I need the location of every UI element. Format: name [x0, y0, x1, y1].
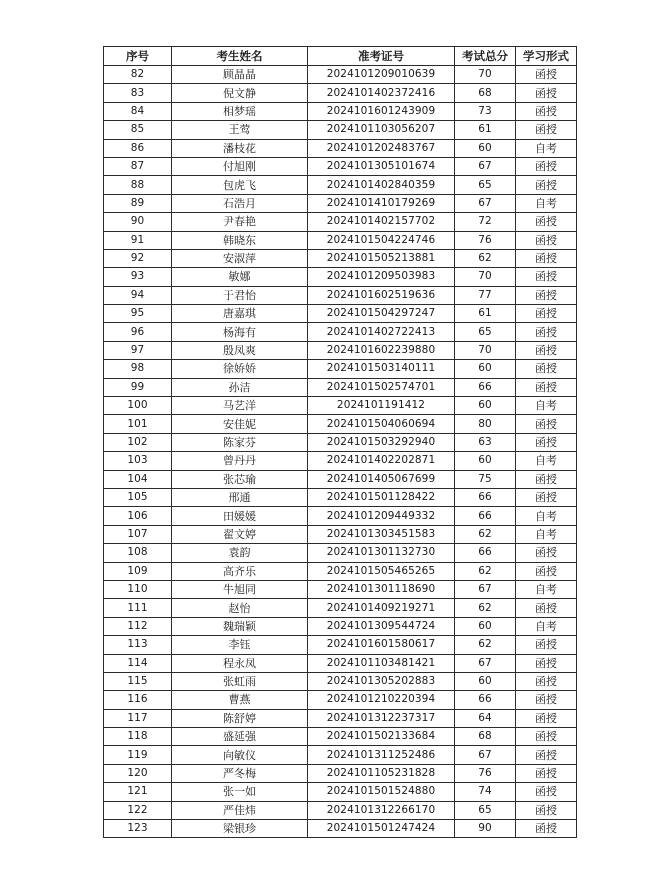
row-exam-id: 2024101602239880	[308, 341, 455, 359]
table-row	[104, 268, 577, 286]
row-total-score: 60	[455, 672, 516, 690]
row-study-mode: 函授	[516, 341, 577, 359]
row-exam-id: 2024101402202871	[308, 452, 455, 470]
row-name: 梁银珍	[172, 820, 308, 838]
table-row	[104, 194, 577, 212]
row-exam-id: 2024101309544724	[308, 617, 455, 635]
row-seq: 108	[104, 544, 172, 562]
row-study-mode: 函授	[516, 672, 577, 690]
row-name: 严佳炜	[172, 801, 308, 819]
header-seq: 序号	[104, 47, 172, 66]
row-exam-id: 2024101505213881	[308, 249, 455, 267]
row-study-mode: 函授	[516, 709, 577, 727]
row-total-score: 67	[455, 746, 516, 764]
row-study-mode: 函授	[516, 636, 577, 654]
row-study-mode: 函授	[516, 121, 577, 139]
row-seq: 104	[104, 470, 172, 488]
row-seq: 90	[104, 213, 172, 231]
table-row	[104, 728, 577, 746]
row-exam-id: 2024101210220394	[308, 691, 455, 709]
row-total-score: 60	[455, 452, 516, 470]
row-study-mode: 函授	[516, 764, 577, 782]
row-total-score: 60	[455, 360, 516, 378]
row-name: 安淑萍	[172, 249, 308, 267]
row-study-mode: 函授	[516, 176, 577, 194]
row-name: 安佳妮	[172, 415, 308, 433]
row-study-mode: 自考	[516, 580, 577, 598]
table-row	[104, 415, 577, 433]
row-seq: 95	[104, 305, 172, 323]
row-exam-id: 2024101312237317	[308, 709, 455, 727]
table-row	[104, 507, 577, 525]
table-row	[104, 801, 577, 819]
row-total-score: 67	[455, 157, 516, 175]
row-name: 杨海有	[172, 323, 308, 341]
row-total-score: 77	[455, 286, 516, 304]
row-exam-id: 2024101504060694	[308, 415, 455, 433]
row-name: 韩晓东	[172, 231, 308, 249]
row-exam-id: 2024101402722413	[308, 323, 455, 341]
row-total-score: 66	[455, 378, 516, 396]
row-exam-id: 2024101601243909	[308, 102, 455, 120]
row-exam-id: 2024101502133684	[308, 728, 455, 746]
row-total-score: 66	[455, 488, 516, 506]
row-total-score: 66	[455, 544, 516, 562]
row-name: 张虹雨	[172, 672, 308, 690]
row-total-score: 61	[455, 305, 516, 323]
row-exam-id: 2024101503140111	[308, 360, 455, 378]
row-seq: 122	[104, 801, 172, 819]
table-row	[104, 488, 577, 506]
row-total-score: 63	[455, 433, 516, 451]
row-study-mode: 函授	[516, 231, 577, 249]
table-row	[104, 783, 577, 801]
row-exam-id: 2024101502574701	[308, 378, 455, 396]
row-total-score: 67	[455, 580, 516, 598]
row-seq: 116	[104, 691, 172, 709]
row-seq: 87	[104, 157, 172, 175]
row-seq: 115	[104, 672, 172, 690]
header-total-score: 考试总分	[455, 47, 516, 66]
table-row	[104, 746, 577, 764]
row-seq: 114	[104, 654, 172, 672]
table-row	[104, 452, 577, 470]
row-study-mode: 函授	[516, 820, 577, 838]
row-name: 唐嘉琪	[172, 305, 308, 323]
table-row	[104, 397, 577, 415]
row-total-score: 74	[455, 783, 516, 801]
row-study-mode: 函授	[516, 801, 577, 819]
row-study-mode: 函授	[516, 286, 577, 304]
row-name: 徐娇娇	[172, 360, 308, 378]
table-row	[104, 562, 577, 580]
row-total-score: 62	[455, 249, 516, 267]
row-seq: 89	[104, 194, 172, 212]
table-row	[104, 544, 577, 562]
row-total-score: 72	[455, 213, 516, 231]
row-total-score: 62	[455, 636, 516, 654]
table-row	[104, 360, 577, 378]
table-row	[104, 764, 577, 782]
row-name: 殷凤爽	[172, 341, 308, 359]
table-row	[104, 102, 577, 120]
row-name: 马艺洋	[172, 397, 308, 415]
row-exam-id: 2024101402840359	[308, 176, 455, 194]
row-study-mode: 函授	[516, 249, 577, 267]
row-study-mode: 函授	[516, 728, 577, 746]
row-study-mode: 函授	[516, 84, 577, 102]
table-row	[104, 820, 577, 838]
row-name: 严冬梅	[172, 764, 308, 782]
row-name: 潘枝花	[172, 139, 308, 157]
row-name: 于君怡	[172, 286, 308, 304]
table-row	[104, 84, 577, 102]
row-study-mode: 函授	[516, 544, 577, 562]
row-seq: 105	[104, 488, 172, 506]
row-seq: 93	[104, 268, 172, 286]
table-row	[104, 323, 577, 341]
row-exam-id: 2024101301118690	[308, 580, 455, 598]
row-total-score: 70	[455, 268, 516, 286]
table-row	[104, 709, 577, 727]
row-name: 曹燕	[172, 691, 308, 709]
row-exam-id: 2024101305101674	[308, 157, 455, 175]
row-name: 张一如	[172, 783, 308, 801]
row-name: 赵怡	[172, 599, 308, 617]
row-exam-id: 2024101301132730	[308, 544, 455, 562]
row-seq: 113	[104, 636, 172, 654]
row-name: 盛延强	[172, 728, 308, 746]
row-exam-id: 2024101209449332	[308, 507, 455, 525]
row-exam-id: 2024101601580617	[308, 636, 455, 654]
row-name: 向敏仪	[172, 746, 308, 764]
table-row	[104, 654, 577, 672]
row-seq: 102	[104, 433, 172, 451]
row-exam-id: 2024101501524880	[308, 783, 455, 801]
row-name: 王莺	[172, 121, 308, 139]
row-exam-id: 2024101103056207	[308, 121, 455, 139]
row-name: 魏瑞颖	[172, 617, 308, 635]
row-seq: 111	[104, 599, 172, 617]
row-study-mode: 函授	[516, 323, 577, 341]
row-seq: 85	[104, 121, 172, 139]
row-seq: 84	[104, 102, 172, 120]
row-seq: 94	[104, 286, 172, 304]
row-seq: 119	[104, 746, 172, 764]
row-seq: 96	[104, 323, 172, 341]
row-seq: 82	[104, 66, 172, 84]
table-row	[104, 470, 577, 488]
row-exam-id: 2024101504297247	[308, 305, 455, 323]
row-seq: 100	[104, 397, 172, 415]
row-study-mode: 函授	[516, 562, 577, 580]
table-row	[104, 433, 577, 451]
row-study-mode: 函授	[516, 305, 577, 323]
table-row	[104, 249, 577, 267]
row-total-score: 65	[455, 801, 516, 819]
row-study-mode: 函授	[516, 415, 577, 433]
row-name: 袁韵	[172, 544, 308, 562]
table-row	[104, 672, 577, 690]
table-header-row	[104, 47, 577, 66]
row-study-mode: 自考	[516, 194, 577, 212]
table-row	[104, 231, 577, 249]
row-seq: 121	[104, 783, 172, 801]
row-study-mode: 函授	[516, 213, 577, 231]
table-row	[104, 636, 577, 654]
row-study-mode: 函授	[516, 783, 577, 801]
header-study-mode: 学习形式	[516, 47, 577, 66]
row-total-score: 73	[455, 102, 516, 120]
table-row	[104, 525, 577, 543]
row-total-score: 67	[455, 194, 516, 212]
header-name: 考生姓名	[172, 47, 308, 66]
row-total-score: 68	[455, 84, 516, 102]
table-row	[104, 213, 577, 231]
row-name: 田媛媛	[172, 507, 308, 525]
table-row	[104, 176, 577, 194]
header-exam-id: 准考证号	[308, 47, 455, 66]
row-study-mode: 函授	[516, 268, 577, 286]
row-study-mode: 自考	[516, 139, 577, 157]
table-row	[104, 691, 577, 709]
row-seq: 98	[104, 360, 172, 378]
row-study-mode: 函授	[516, 378, 577, 396]
row-name: 程永凤	[172, 654, 308, 672]
row-seq: 107	[104, 525, 172, 543]
row-name: 石浩月	[172, 194, 308, 212]
row-name: 高齐乐	[172, 562, 308, 580]
row-total-score: 76	[455, 764, 516, 782]
row-seq: 118	[104, 728, 172, 746]
row-name: 孙洁	[172, 378, 308, 396]
row-seq: 83	[104, 84, 172, 102]
row-exam-id: 2024101504224746	[308, 231, 455, 249]
row-total-score: 66	[455, 691, 516, 709]
row-name: 尹春艳	[172, 213, 308, 231]
table-row	[104, 580, 577, 598]
row-name: 相梦瑶	[172, 102, 308, 120]
row-exam-id: 2024101501247424	[308, 820, 455, 838]
row-study-mode: 函授	[516, 360, 577, 378]
row-name: 付旭刚	[172, 157, 308, 175]
row-name: 陈舒婷	[172, 709, 308, 727]
row-total-score: 65	[455, 323, 516, 341]
row-exam-id: 2024101402157702	[308, 213, 455, 231]
table-body	[104, 66, 577, 838]
row-total-score: 65	[455, 176, 516, 194]
row-study-mode: 函授	[516, 470, 577, 488]
row-exam-id: 2024101405067699	[308, 470, 455, 488]
row-total-score: 60	[455, 397, 516, 415]
row-exam-id: 2024101191412	[308, 397, 455, 415]
row-total-score: 80	[455, 415, 516, 433]
row-exam-id: 2024101303451583	[308, 525, 455, 543]
row-exam-id: 2024101501128422	[308, 488, 455, 506]
row-exam-id: 2024101105231828	[308, 764, 455, 782]
row-study-mode: 函授	[516, 654, 577, 672]
table-row	[104, 617, 577, 635]
row-seq: 109	[104, 562, 172, 580]
table-row	[104, 139, 577, 157]
row-total-score: 75	[455, 470, 516, 488]
row-study-mode: 函授	[516, 746, 577, 764]
row-study-mode: 函授	[516, 433, 577, 451]
row-name: 敏娜	[172, 268, 308, 286]
row-name: 张芯瑜	[172, 470, 308, 488]
row-seq: 117	[104, 709, 172, 727]
row-name: 顾晶晶	[172, 66, 308, 84]
row-exam-id: 2024101503292940	[308, 433, 455, 451]
row-exam-id: 2024101312266170	[308, 801, 455, 819]
row-total-score: 64	[455, 709, 516, 727]
row-seq: 91	[104, 231, 172, 249]
row-name: 倪文静	[172, 84, 308, 102]
row-name: 邢通	[172, 488, 308, 506]
row-total-score: 62	[455, 599, 516, 617]
row-seq: 101	[104, 415, 172, 433]
row-exam-id: 2024101402372416	[308, 84, 455, 102]
row-study-mode: 自考	[516, 617, 577, 635]
row-study-mode: 自考	[516, 507, 577, 525]
row-total-score: 60	[455, 139, 516, 157]
row-exam-id: 2024101410179269	[308, 194, 455, 212]
row-name: 翟文婷	[172, 525, 308, 543]
table-row	[104, 305, 577, 323]
row-total-score: 67	[455, 654, 516, 672]
row-seq: 86	[104, 139, 172, 157]
table-row	[104, 157, 577, 175]
row-total-score: 90	[455, 820, 516, 838]
row-seq: 97	[104, 341, 172, 359]
row-name: 曾丹丹	[172, 452, 308, 470]
row-exam-id: 2024101505465265	[308, 562, 455, 580]
row-exam-id: 2024101103481421	[308, 654, 455, 672]
row-seq: 103	[104, 452, 172, 470]
row-name: 李钰	[172, 636, 308, 654]
row-study-mode: 函授	[516, 102, 577, 120]
row-total-score: 61	[455, 121, 516, 139]
row-total-score: 62	[455, 562, 516, 580]
row-seq: 99	[104, 378, 172, 396]
row-study-mode: 函授	[516, 691, 577, 709]
row-study-mode: 函授	[516, 488, 577, 506]
row-seq: 88	[104, 176, 172, 194]
row-exam-id: 2024101602519636	[308, 286, 455, 304]
table-row	[104, 341, 577, 359]
row-study-mode: 函授	[516, 157, 577, 175]
table-row	[104, 66, 577, 84]
row-seq: 112	[104, 617, 172, 635]
row-study-mode: 自考	[516, 397, 577, 415]
row-study-mode: 函授	[516, 66, 577, 84]
table-row	[104, 121, 577, 139]
table-row	[104, 378, 577, 396]
row-exam-id: 2024101209503983	[308, 268, 455, 286]
row-name: 陈家芬	[172, 433, 308, 451]
row-exam-id: 2024101209010639	[308, 66, 455, 84]
row-study-mode: 自考	[516, 452, 577, 470]
row-total-score: 76	[455, 231, 516, 249]
score-table	[103, 46, 577, 838]
row-seq: 106	[104, 507, 172, 525]
row-seq: 123	[104, 820, 172, 838]
row-study-mode: 函授	[516, 599, 577, 617]
row-total-score: 66	[455, 507, 516, 525]
row-name: 包虎飞	[172, 176, 308, 194]
row-total-score: 70	[455, 341, 516, 359]
table-row	[104, 599, 577, 617]
row-exam-id: 2024101409219271	[308, 599, 455, 617]
row-study-mode: 自考	[516, 525, 577, 543]
row-exam-id: 2024101305202883	[308, 672, 455, 690]
row-seq: 120	[104, 764, 172, 782]
row-name: 牛旭同	[172, 580, 308, 598]
row-total-score: 68	[455, 728, 516, 746]
row-exam-id: 2024101202483767	[308, 139, 455, 157]
table-row	[104, 286, 577, 304]
row-exam-id: 2024101311252486	[308, 746, 455, 764]
row-total-score: 60	[455, 617, 516, 635]
row-total-score: 62	[455, 525, 516, 543]
row-seq: 92	[104, 249, 172, 267]
row-seq: 110	[104, 580, 172, 598]
row-total-score: 70	[455, 66, 516, 84]
